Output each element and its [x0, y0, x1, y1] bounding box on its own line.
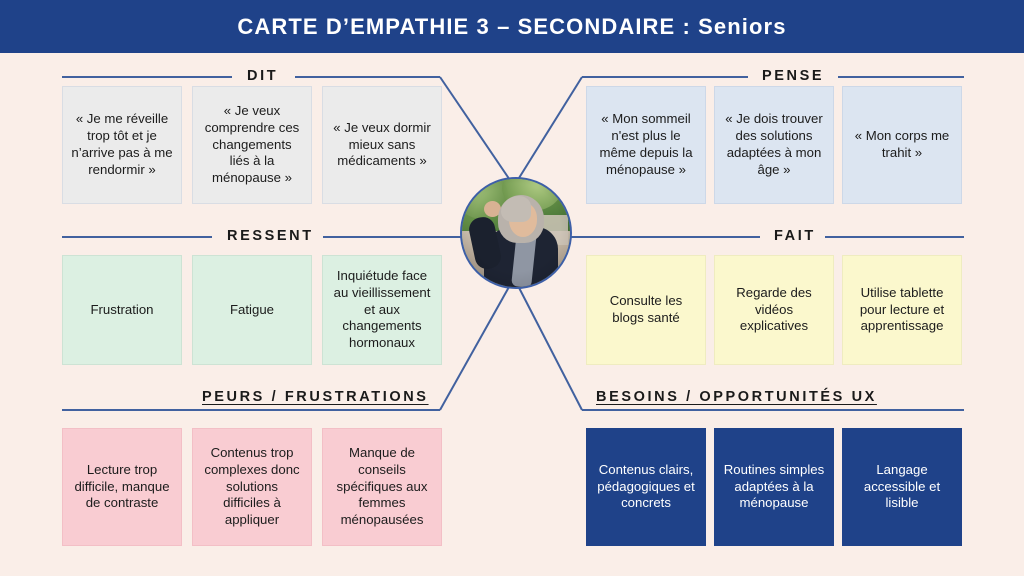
- card-pains-2[interactable]: [192, 428, 312, 546]
- card-says-2[interactable]: [192, 86, 312, 204]
- card-text: Frustration: [90, 301, 154, 317]
- card-pains-1[interactable]: [62, 428, 182, 546]
- section-heading-feels: RESSENT: [218, 228, 323, 244]
- card-text: Langage accessible et lisible: [863, 461, 941, 511]
- section-heading-says: DIT: [238, 68, 287, 84]
- card-thinks-2[interactable]: [714, 86, 834, 204]
- card-says-1[interactable]: [62, 86, 182, 204]
- section-cards-gains: [586, 428, 962, 546]
- card-text: Utilise tablette pour lecture et apprentissage: [859, 284, 945, 334]
- card-does-1[interactable]: [586, 255, 706, 365]
- card-feels-2[interactable]: [192, 255, 312, 365]
- card-text: Lecture trop difficile, manque de contraste: [74, 461, 170, 511]
- card-says-3[interactable]: [322, 86, 442, 204]
- card-text: « Je dois trouver des solutions adaptées à mon âge »: [725, 111, 823, 177]
- section-heading-gains: BESOINS / OPPORTUNITÉS UX: [596, 389, 877, 405]
- section-cards-does: [586, 255, 962, 365]
- card-text: Regarde des vidéos explicatives: [736, 284, 812, 334]
- title-bar: [0, 0, 1024, 53]
- card-feels-1[interactable]: [62, 255, 182, 365]
- card-thinks-3[interactable]: [842, 86, 962, 204]
- persona-photo: [460, 177, 572, 289]
- card-text: Routines simples adaptées à la ménopause: [723, 461, 825, 511]
- card-gains-1[interactable]: [586, 428, 706, 546]
- photo-vignette: [462, 179, 570, 287]
- card-gains-2[interactable]: [714, 428, 834, 546]
- page-title: CARTE D’EMPATHIE 3 – SECONDAIRE : Seniors: [237, 14, 787, 39]
- section-cards-thinks: [586, 86, 962, 204]
- section-heading-does: FAIT: [765, 228, 825, 244]
- card-text: Contenus clairs, pédagogiques et concrets: [597, 461, 695, 511]
- card-gains-3[interactable]: [842, 428, 962, 546]
- section-heading-thinks: PENSE: [753, 68, 833, 84]
- card-text: « Mon sommeil n'est plus le même depuis la ménopause »: [599, 111, 693, 177]
- card-pains-3[interactable]: [322, 428, 442, 546]
- section-heading-pains: PEURS / FRUSTRATIONS: [202, 389, 429, 405]
- card-text: Fatigue: [230, 301, 274, 317]
- card-text: Inquiétude face au vieillissement et aux changements hormonaux: [333, 267, 431, 351]
- card-text: Manque de conseils spécifiques aux femmes ménopausées: [336, 444, 428, 528]
- card-does-2[interactable]: [714, 255, 834, 365]
- card-text: « Je veux comprendre ces changements liés à la ménopause »: [204, 102, 300, 186]
- section-cards-feels: [62, 255, 442, 365]
- section-cards-pains: [62, 428, 442, 546]
- card-text: « Je veux dormir mieux sans médicaments »: [333, 119, 431, 169]
- card-text: « Je me réveille trop tôt et je n’arrive pas à me rendormir »: [71, 111, 173, 177]
- card-does-3[interactable]: [842, 255, 962, 365]
- card-text: Consulte les blogs santé: [609, 293, 683, 325]
- card-feels-3[interactable]: [322, 255, 442, 365]
- card-text: « Mon corps me trahit »: [854, 128, 950, 160]
- card-text: Contenus trop complexes donc solutions difficiles à appliquer: [204, 444, 300, 528]
- card-thinks-1[interactable]: [586, 86, 706, 204]
- section-cards-says: [62, 86, 442, 204]
